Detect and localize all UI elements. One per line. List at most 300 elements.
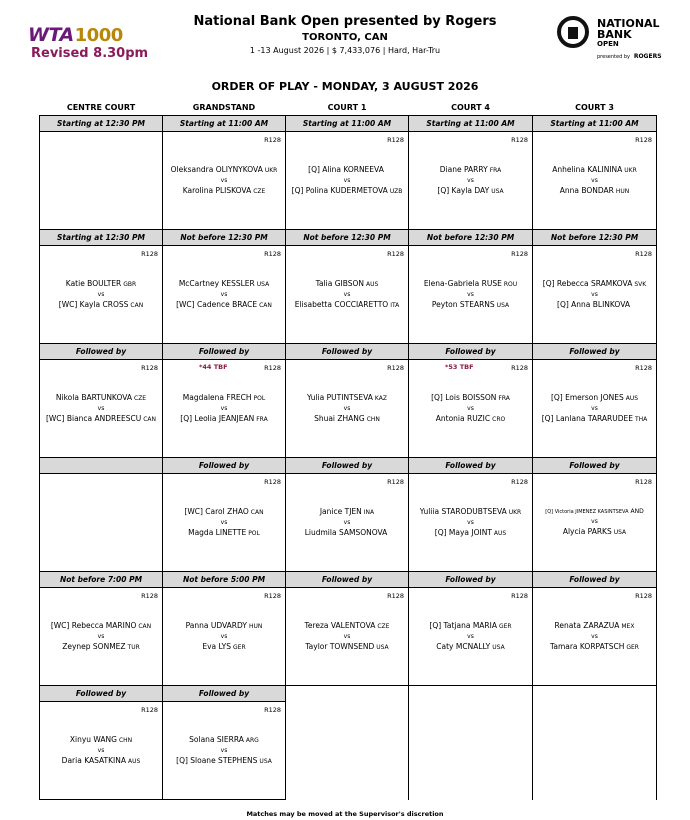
match-cell: [163, 246, 286, 344]
player-nation: USA: [613, 529, 627, 536]
court-header: COURT 4: [409, 100, 533, 116]
match-cell: [40, 702, 163, 800]
player-2: [163, 414, 285, 425]
vs-label: vs: [97, 747, 105, 754]
match: [163, 279, 285, 311]
start-time-caption: [533, 686, 657, 702]
match-cell: [409, 474, 533, 572]
player-name: [Q] Maya JOINT: [434, 528, 492, 537]
player-1: [40, 735, 162, 746]
player-name: Elisabetta COCCIARETTO: [294, 300, 389, 309]
player-name: Taylor TOWNSEND: [305, 642, 375, 651]
player-nation: UKR: [624, 167, 637, 174]
player-nation: AUS: [625, 395, 639, 402]
round-label: R128: [264, 592, 281, 600]
player-1: [286, 507, 408, 518]
nb-logo-presented: presented by: [597, 54, 630, 60]
tbf-note: *53 TBF: [445, 363, 474, 371]
player-name: Diane PARRY: [439, 165, 488, 174]
match-row: [40, 360, 657, 458]
order-of-play-grid: [39, 100, 657, 800]
start-time-caption: Starting at 12:30 PM: [40, 230, 163, 246]
match-row: [40, 588, 657, 686]
start-time-caption: Not before 12:30 PM: [286, 230, 409, 246]
match-cell: [40, 360, 163, 458]
player-2: [163, 642, 285, 653]
start-time-caption: Followed by: [40, 686, 163, 702]
round-label: R128: [141, 592, 158, 600]
round-label: R128: [635, 592, 652, 600]
player-name: Janice TJEN: [319, 507, 362, 516]
match-cell: [533, 246, 657, 344]
player-name: Yulia PUTINTSEVA: [307, 393, 373, 402]
match: [533, 393, 656, 425]
player-1: [286, 393, 408, 404]
player-name: [Q] Lanlana TARARUDEE: [541, 414, 633, 423]
player-name: [Q] Emerson JONES: [550, 393, 624, 402]
match: [163, 165, 285, 197]
vs-label: vs: [467, 405, 474, 412]
player-name: Zeynep SONMEZ: [62, 642, 126, 651]
schedule-caption-row: [40, 116, 657, 132]
vs-label: vs: [97, 291, 105, 298]
player-1: [533, 507, 656, 517]
player-name: Tamara KORPATSCH: [550, 642, 625, 651]
round-label: R128: [387, 136, 404, 144]
player-1: [163, 621, 285, 632]
player-1: [163, 393, 285, 404]
player-nation: CAN: [250, 509, 264, 516]
vs-label: vs: [343, 519, 351, 526]
player-2: [286, 300, 408, 311]
player-name: [WC] Bianca ANDREESCU: [45, 414, 142, 423]
vs-label: vs: [343, 177, 351, 184]
start-time-caption: Followed by: [163, 686, 286, 702]
round-label: R128: [635, 364, 652, 372]
match: [533, 621, 656, 653]
match: [40, 279, 162, 311]
vs-label: vs: [97, 633, 105, 640]
player-name: [Q] Tatjana MARIA: [429, 621, 497, 630]
start-time-caption: Starting at 11:00 AM: [163, 116, 286, 132]
vs-label: vs: [343, 405, 351, 412]
round-label: R128: [387, 250, 404, 258]
round-label: R128: [141, 364, 158, 372]
player-1: [409, 507, 532, 518]
start-time-caption: Followed by: [286, 458, 409, 474]
round-label: R128: [264, 364, 281, 372]
player-1: [409, 393, 532, 404]
match: [40, 393, 162, 425]
match: [286, 165, 408, 197]
player-name: Oleksandra OLIYNYKOVA: [170, 165, 263, 174]
player-name: Anhelina KALININA: [552, 165, 623, 174]
player-1: [40, 279, 162, 290]
player-2: [409, 642, 532, 653]
player-2: [286, 414, 408, 425]
match-cell: [286, 132, 409, 230]
player-1: [286, 621, 408, 632]
player-nation: CAN: [259, 302, 272, 309]
player-nation: CAN: [143, 416, 157, 423]
start-time-caption: Followed by: [533, 344, 657, 360]
player-1: [40, 393, 162, 404]
player-name: Liudmila SAMSONOVA: [304, 528, 388, 537]
match: [286, 279, 408, 311]
start-time-caption: Not before 5:00 PM: [163, 572, 286, 588]
player-nation: FRA: [489, 167, 502, 174]
match-cell: [163, 702, 286, 800]
round-label: R128: [264, 136, 281, 144]
player-nation: GER: [233, 644, 246, 651]
player-nation: CZE: [377, 623, 390, 630]
player-nation: POL: [253, 395, 266, 402]
rogers-logo-text: ROGERS: [633, 53, 662, 60]
player-nation: USA: [496, 302, 510, 309]
player-nation: USA: [492, 644, 505, 651]
player-nation: USA: [376, 644, 389, 651]
player-nation: AUS: [366, 281, 379, 288]
player-2: [163, 756, 285, 767]
match-cell: [409, 588, 533, 686]
player-nation: HUN: [615, 188, 630, 195]
match: [533, 507, 656, 538]
match-cell: [163, 588, 286, 686]
match-cell: [286, 588, 409, 686]
match-row: [40, 702, 657, 800]
player-nation: ROU: [503, 281, 518, 288]
player-name: [Q] Alina KORNEEVA: [308, 165, 384, 174]
match-cell: [40, 588, 163, 686]
round-label: R128: [141, 706, 158, 714]
player-name: Magda LINETTE: [188, 528, 247, 537]
match: [40, 735, 162, 767]
court-header: GRANDSTAND: [163, 100, 286, 116]
player-name: [Q] Sloane STEPHENS: [176, 756, 258, 765]
order-of-play-title: ORDER OF PLAY - MONDAY, 3 AUGUST 2026: [211, 80, 479, 93]
player-name: Karolina PLISKOVA: [182, 186, 252, 195]
match: [163, 393, 285, 425]
player-name: Panna UDVARDY: [185, 621, 247, 630]
start-time-caption: Followed by: [163, 344, 286, 360]
court-header-row: [40, 100, 657, 116]
player-nation: AUS: [128, 758, 141, 765]
player-2: [533, 527, 656, 538]
court-header: COURT 3: [533, 100, 657, 116]
player-name: Elena-Gabriela RUSE: [423, 279, 502, 288]
player-1: [286, 279, 408, 290]
match: [409, 507, 532, 539]
round-label: R128: [511, 250, 528, 258]
match: [163, 621, 285, 653]
player-name: Xinyu WANG: [69, 735, 117, 744]
vs-label: vs: [343, 291, 351, 298]
player-2: [40, 756, 162, 767]
round-label: R128: [264, 250, 281, 258]
player-name: Solana SIERRA: [189, 735, 244, 744]
player-2: [533, 300, 656, 311]
start-time-caption: Followed by: [409, 344, 533, 360]
schedule-caption-row: [40, 344, 657, 360]
round-label: R128: [387, 478, 404, 486]
match: [163, 507, 285, 539]
match: [533, 165, 656, 197]
player-name: [Q] Polina KUDERMETOVA: [291, 186, 388, 195]
player-name: [WC] Cadence BRACE: [176, 300, 258, 309]
vs-label: vs: [467, 291, 474, 298]
schedule-caption-row: [40, 572, 657, 588]
player-nation: SVK: [634, 281, 647, 288]
player-1: [409, 279, 532, 290]
start-time-caption: Starting at 11:00 AM: [533, 116, 657, 132]
player-nation: UKR: [508, 509, 522, 516]
schedule-caption-row: [40, 458, 657, 474]
start-time-caption: Starting at 12:30 PM: [40, 116, 163, 132]
player-nation: ARG: [245, 737, 259, 744]
national-bank-icon: [557, 16, 589, 48]
player-2: [409, 414, 532, 425]
player-nation: UZB: [389, 188, 403, 195]
player-1: [533, 621, 656, 632]
tournament-title: National Bank Open presented by Rogers: [193, 14, 497, 29]
player-name: Antonia RUZIC: [435, 414, 491, 423]
start-time-caption: Followed by: [409, 458, 533, 474]
player-2: [40, 300, 162, 311]
round-label: R128: [264, 478, 281, 486]
match-cell: [409, 132, 533, 230]
player-name: Anna BONDAR: [559, 186, 614, 195]
start-time-caption: Starting at 11:00 AM: [409, 116, 533, 132]
player-nation: USA: [259, 758, 272, 765]
page-header: [0, 0, 690, 80]
player-2: [533, 414, 656, 425]
start-time-caption: [286, 686, 409, 702]
match-cell: [286, 702, 409, 800]
player-2: [286, 642, 408, 653]
match: [286, 507, 408, 539]
player-name: Yuliia STARODUBTSEVA: [419, 507, 507, 516]
match-cell: [163, 360, 286, 458]
vs-label: vs: [591, 405, 598, 412]
player-1: [533, 165, 656, 176]
vs-label: vs: [220, 291, 228, 298]
match: [409, 393, 532, 425]
match: [286, 393, 408, 425]
match-cell: [286, 360, 409, 458]
player-nation: KAZ: [374, 395, 387, 402]
footer-note: Matches may be moved at the Supervisor's discretion: [246, 810, 444, 818]
player-2: [163, 300, 285, 311]
start-time-caption: Not before 12:30 PM: [163, 230, 286, 246]
match: [163, 735, 285, 767]
player-name: [WC] Carol ZHAO: [184, 507, 249, 516]
player-2: [409, 186, 532, 197]
vs-label: vs: [220, 633, 228, 640]
player-nation: CZE: [253, 188, 266, 195]
player-name: [Q] Rebecca SRAMKOVA: [542, 279, 633, 288]
match-row: [40, 246, 657, 344]
match-row: [40, 132, 657, 230]
nb-logo-line1: NATIONAL: [597, 17, 660, 30]
round-label: R128: [511, 478, 528, 486]
player-name: [Q] Leolia JEANJEAN: [180, 414, 255, 423]
start-time-caption: Followed by: [286, 344, 409, 360]
round-label: R128: [635, 136, 652, 144]
match-cell: [163, 132, 286, 230]
match-cell: [286, 474, 409, 572]
player-name: Alycia PARKS: [562, 527, 612, 536]
player-name: Katie BOULTER: [65, 279, 122, 288]
vs-label: vs: [467, 519, 474, 526]
start-time-caption: Starting at 11:00 AM: [286, 116, 409, 132]
player-2: [533, 186, 656, 197]
player-name: Eva LYS: [202, 642, 232, 651]
match-cell: [40, 474, 163, 572]
round-label: R128: [635, 478, 652, 486]
wta-logo-number: 1000: [74, 25, 123, 46]
player-2: [40, 414, 162, 425]
vs-label: vs: [467, 633, 474, 640]
player-name: [Q] Victoria JIMENEZ KASINTSEVA: [545, 509, 629, 515]
nb-logo-line3: OPEN: [597, 40, 619, 48]
player-nation: CAN: [130, 302, 144, 309]
player-name: [Q] Anna BLINKOVA: [557, 300, 630, 309]
player-nation: UKR: [264, 167, 278, 174]
tbf-note: *44 TBF: [199, 363, 228, 371]
player-name: Peyton STEARNS: [431, 300, 495, 309]
player-2: [409, 528, 532, 539]
match-cell: [533, 360, 657, 458]
player-nation: CZE: [134, 395, 147, 402]
player-name: [Q] Lois BOISSON: [431, 393, 497, 402]
player-name: Daria KASATKINA: [61, 756, 127, 765]
player-nation: TUR: [127, 644, 140, 651]
match: [409, 165, 532, 197]
vs-label: vs: [467, 177, 474, 184]
player-nation: FRA: [256, 416, 268, 423]
player-2: [163, 186, 285, 197]
player-nation: USA: [491, 188, 504, 195]
start-time-caption: Followed by: [409, 572, 533, 588]
player-nation: AND: [630, 508, 644, 515]
player-name: [WC] Rebecca MARINO: [50, 621, 137, 630]
wta-logo-text: WTA: [28, 24, 74, 46]
vs-label: vs: [591, 633, 598, 640]
round-label: R128: [511, 364, 528, 372]
player-nation: THA: [634, 416, 648, 423]
player-2: [533, 642, 656, 653]
player-nation: CHN: [366, 416, 380, 423]
player-nation: HUN: [248, 623, 263, 630]
vs-label: vs: [591, 291, 598, 298]
player-nation: CRO: [492, 416, 506, 423]
player-2: [286, 528, 408, 539]
player-nation: CHN: [118, 737, 133, 744]
player-2: [286, 186, 408, 197]
player-nation: MEX: [621, 623, 635, 630]
player-1: [163, 279, 285, 290]
player-name: McCartney KESSLER: [178, 279, 255, 288]
vs-label: vs: [220, 177, 228, 184]
tournament-location: TORONTO, CAN: [302, 32, 388, 43]
player-nation: POL: [248, 530, 260, 537]
player-2: [40, 642, 162, 653]
player-1: [40, 621, 162, 632]
match-cell: [40, 246, 163, 344]
vs-label: vs: [220, 405, 228, 412]
player-nation: CAN: [138, 623, 152, 630]
nb-logo-line2: BANK: [597, 28, 632, 41]
vs-label: vs: [591, 518, 598, 525]
court-header: CENTRE COURT: [40, 100, 163, 116]
schedule-caption-row: [40, 230, 657, 246]
player-2: [163, 528, 285, 539]
match-cell: [533, 702, 657, 800]
round-label: R128: [511, 136, 528, 144]
start-time-caption: [409, 686, 533, 702]
national-bank-open-logo: [557, 14, 667, 62]
round-label: R128: [635, 250, 652, 258]
vs-label: vs: [220, 519, 228, 526]
player-name: [WC] Kayla CROSS: [58, 300, 129, 309]
player-name: [Q] Kayla DAY: [437, 186, 490, 195]
vs-label: vs: [591, 177, 598, 184]
player-name: Caty MCNALLY: [436, 642, 491, 651]
player-nation: GBR: [123, 281, 137, 288]
player-name: Tereza VALENTOVA: [304, 621, 376, 630]
match-cell: [533, 588, 657, 686]
start-time-caption: Followed by: [40, 344, 163, 360]
court-header: COURT 1: [286, 100, 409, 116]
player-name: Magdalena FRECH: [182, 393, 252, 402]
match: [533, 279, 656, 311]
match: [40, 621, 162, 653]
start-time-caption: Followed by: [533, 572, 657, 588]
match-cell: [533, 132, 657, 230]
round-label: R128: [387, 364, 404, 372]
player-1: [533, 393, 656, 404]
start-time-caption: Followed by: [163, 458, 286, 474]
match-cell: [409, 702, 533, 800]
match: [409, 279, 532, 311]
match-cell: [40, 132, 163, 230]
start-time-caption: Not before 12:30 PM: [533, 230, 657, 246]
player-1: [409, 165, 532, 176]
start-time-caption: Not before 12:30 PM: [409, 230, 533, 246]
player-1: [409, 621, 532, 632]
wta-1000-logo: [28, 24, 123, 46]
player-nation: AUS: [493, 530, 507, 537]
player-1: [163, 507, 285, 518]
start-time-caption: Not before 7:00 PM: [40, 572, 163, 588]
match-cell: [409, 360, 533, 458]
match-cell: [163, 474, 286, 572]
player-1: [163, 165, 285, 176]
match: [409, 621, 532, 653]
round-label: R128: [511, 592, 528, 600]
vs-label: vs: [220, 747, 228, 754]
round-label: R128: [141, 250, 158, 258]
player-1: [163, 735, 285, 746]
player-nation: USA: [256, 281, 270, 288]
start-time-caption: Followed by: [286, 572, 409, 588]
match-cell: [409, 246, 533, 344]
revised-note: Revised 8.30pm: [31, 46, 149, 61]
vs-label: vs: [343, 633, 351, 640]
player-nation: FRA: [498, 395, 510, 402]
player-nation: GER: [498, 623, 512, 630]
player-nation: GER: [626, 644, 639, 651]
